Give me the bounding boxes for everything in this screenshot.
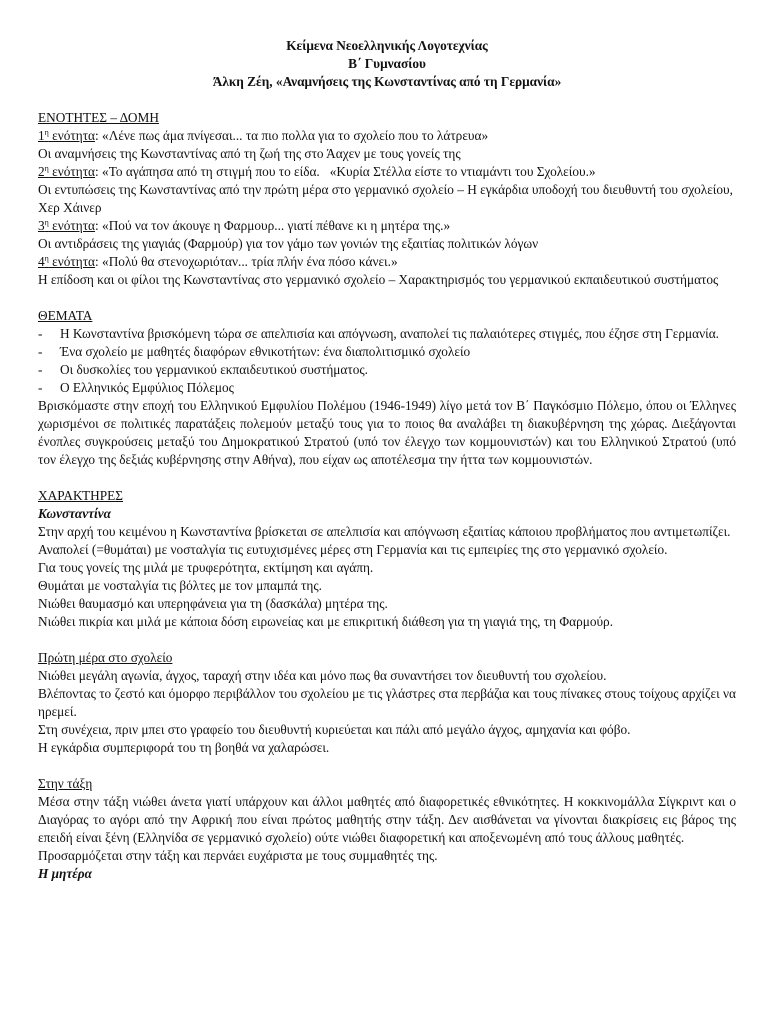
unit-1-description: Οι αναμνήσεις της Κωνσταντίνας από τη ζωή της στο Άαχεν με τους γονείς της: [38, 146, 461, 161]
header-grade: Β΄ Γυμνασίου: [348, 56, 426, 71]
classroom-section: [38, 775, 736, 883]
list-item: - Η Κωνσταντίνα βρισκόμενη τώρα σε απελπισία και απόγνωση, αναπολεί τις παλαιότερες στιγμές, που έζησε στη Γερμανία.: [38, 325, 736, 343]
first-day-line: Στη συνέχεια, πριν μπει στο γραφείο του διευθυντή κυριεύεται και πάλι από μεγάλο άγχος, αμηχανία και φόβο.: [38, 722, 631, 737]
character-line: Για τους γονείς της μιλά με τρυφερότητα, εκτίμηση και αγάπη.: [38, 560, 374, 575]
themes-list: [38, 325, 736, 397]
characters-heading: ΧΑΡΑΚΤΗΡΕΣ: [38, 488, 123, 503]
classroom-line: Μέσα στην τάξη νιώθει άνετα γιατί υπάρχουν και άλλοι μαθητές από διαφορετικές εθνικότητες. Η κοκκινομάλλα Σίγκριντ και ο Διαγόρας το αγόρι από την Αφρική που είναι πρώτος μαθητής στην τάξη. Δεν αισθάνεται να γίνονται διακρίσεις εις βάρος της επειδή είναι ξένη (Ελληνίδα σε γερμανικό σχολείο) ούτε νιώθει διαφορετική και αποξενωμένη από τους άλλους μαθητές.: [38, 794, 736, 845]
themes-section: [38, 307, 736, 469]
character-line: Αναπολεί (=θυμάται) με νοσταλγία τις ευτυχισμένες μέρες στη Γερμανία και τις εμπειρίες της στο γερμανικό σχολείο.: [38, 542, 668, 557]
structure-section: [38, 109, 736, 289]
unit-3-description: Οι αντιδράσεις της γιαγιάς (Φαρμούρ) για τον γάμο των γονιών της εξαιτίας πολιτικών λόγων: [38, 236, 539, 251]
list-item: - Οι δυσκολίες του γερμανικού εκπαιδευτικού συστήματος.: [38, 361, 736, 379]
list-item: - Ο Ελληνικός Εμφύλιος Πόλεμος: [38, 379, 736, 397]
civil-war-paragraph: Βρισκόμαστε στην εποχή του Ελληνικού Εμφυλίου Πολέμου (1946-1949) λίγο μετά τον Β΄ Παγκόσμιο Πόλεμο, όπου οι Έλληνες χωρισμένοι σε πολιτικές παρατάξεις πολεμούν μεταξύ τους για το ποιος θα αναλάβει τη διακυβέρνηση της χώρας. Διεξάγονται ένοπλες συγκρούσεις μεταξύ του Δημοκρατικού Στρατού (υπό τον έλεγχο των κομμουνιστών) και του Ελληνικού Στρατού (υπό τον έλεγχο της δεξιάς κυβέρνησης στην Αθήνα), που είχαν ως αποτέλεσμα την ήττα των κομμουνιστών.: [38, 398, 736, 467]
first-day-heading: Πρώτη μέρα στο σχολείο: [38, 650, 173, 665]
header-text-title: Άλκη Ζέη, «Αναμνήσεις της Κωνσταντίνας από τη Γερμανία»: [212, 74, 562, 89]
classroom-line: Προσαρμόζεται στην τάξη και περνάει ευχάριστα με τους συμμαθητές της.: [38, 848, 438, 863]
character-line: Νιώθει θαυμασμό και υπερηφάνεια για τη (δασκάλα) μητέρα της.: [38, 596, 388, 611]
unit-1-title: $1^\eta$ ενότητα: «Λένε πως άμα πνίγεσαι... τα πιο πολλα για το σχολείο που το λάτρευα»: [38, 128, 489, 143]
first-day-line: Νιώθει μεγάλη αγωνία, άγχος, ταραχή στην ιδέα και μόνο πως θα συναντήσει τον διευθυντή του σχολείου.: [38, 668, 607, 683]
character-line: Στην αρχή του κειμένου η Κωνσταντίνα βρίσκεται σε απελπισία και απόγνωση εξαιτίας κάποιου προβλήματος που αντιμετωπίζει.: [38, 524, 731, 539]
header-course-title: Κείμενα Νεοελληνικής Λογοτεχνίας: [286, 38, 488, 53]
character-name: Κωνσταντίνα: [38, 506, 111, 521]
mother-heading: Η μητέρα: [38, 866, 92, 881]
classroom-heading: Στην τάξη: [38, 776, 93, 791]
document-header: [38, 37, 736, 91]
list-item: - Ένα σχολείο με μαθητές διαφόρων εθνικοτήτων: ένα διαπολιτισμικό σχολείο: [38, 343, 736, 361]
unit-4-title: $4^\eta$ ενότητα: «Πολύ θα στενοχωριόταν... τρία πλήν ένα πόσο κάνει.»: [38, 254, 398, 269]
unit-2-description: Οι εντυπώσεις της Κωνσταντίνας από την πρώτη μέρα στο γερμανικό σχολείο – Η εγκάρδια υποδοχή του διευθυντή του σχολείου, Χερ Χάινερ: [38, 182, 733, 215]
first-day-section: [38, 649, 736, 757]
first-day-line: Βλέποντας το ζεστό και όμορφο περιβάλλον του σχολείου με τις γλάστρες στα περβάζια και τους πίνακες στους τοίχους αρχίζει να ηρεμεί.: [38, 686, 736, 719]
character-line: Νιώθει πικρία και μιλά με κάποια δόση ειρωνείας και με επικριτική διάθεση για τη γιαγιά της, τη Φαρμούρ.: [38, 614, 614, 629]
unit-4-description: Η επίδοση και οι φίλοι της Κωνσταντίνας στο γερμανικό σχολείο – Χαρακτηρισμός του γερμανικού εκπαιδευτικού συστήματος: [38, 272, 719, 287]
character-line: Θυμάται με νοσταλγία τις βόλτες με τον μπαμπά της.: [38, 578, 322, 593]
characters-section: [38, 487, 736, 631]
themes-heading: ΘΕΜΑΤΑ: [38, 308, 93, 323]
unit-2-title: $2^\eta$ ενότητα: «Το αγάπησα από τη στιγμή που το είδα. «Κυρία Στέλλα είστε το ντιαμάντι του Σχολείου.»: [38, 164, 596, 179]
unit-3-title: $3^\eta$ ενότητα: «Πού να τον άκουγε η Φαρμουρ... γιατί πέθανε κι η μητέρα της.»: [38, 218, 451, 233]
structure-heading: ΕΝΟΤΗΤΕΣ – ΔΟΜΗ: [38, 110, 159, 125]
first-day-line: Η εγκάρδια συμπεριφορά του τη βοηθά να χαλαρώσει.: [38, 740, 330, 755]
